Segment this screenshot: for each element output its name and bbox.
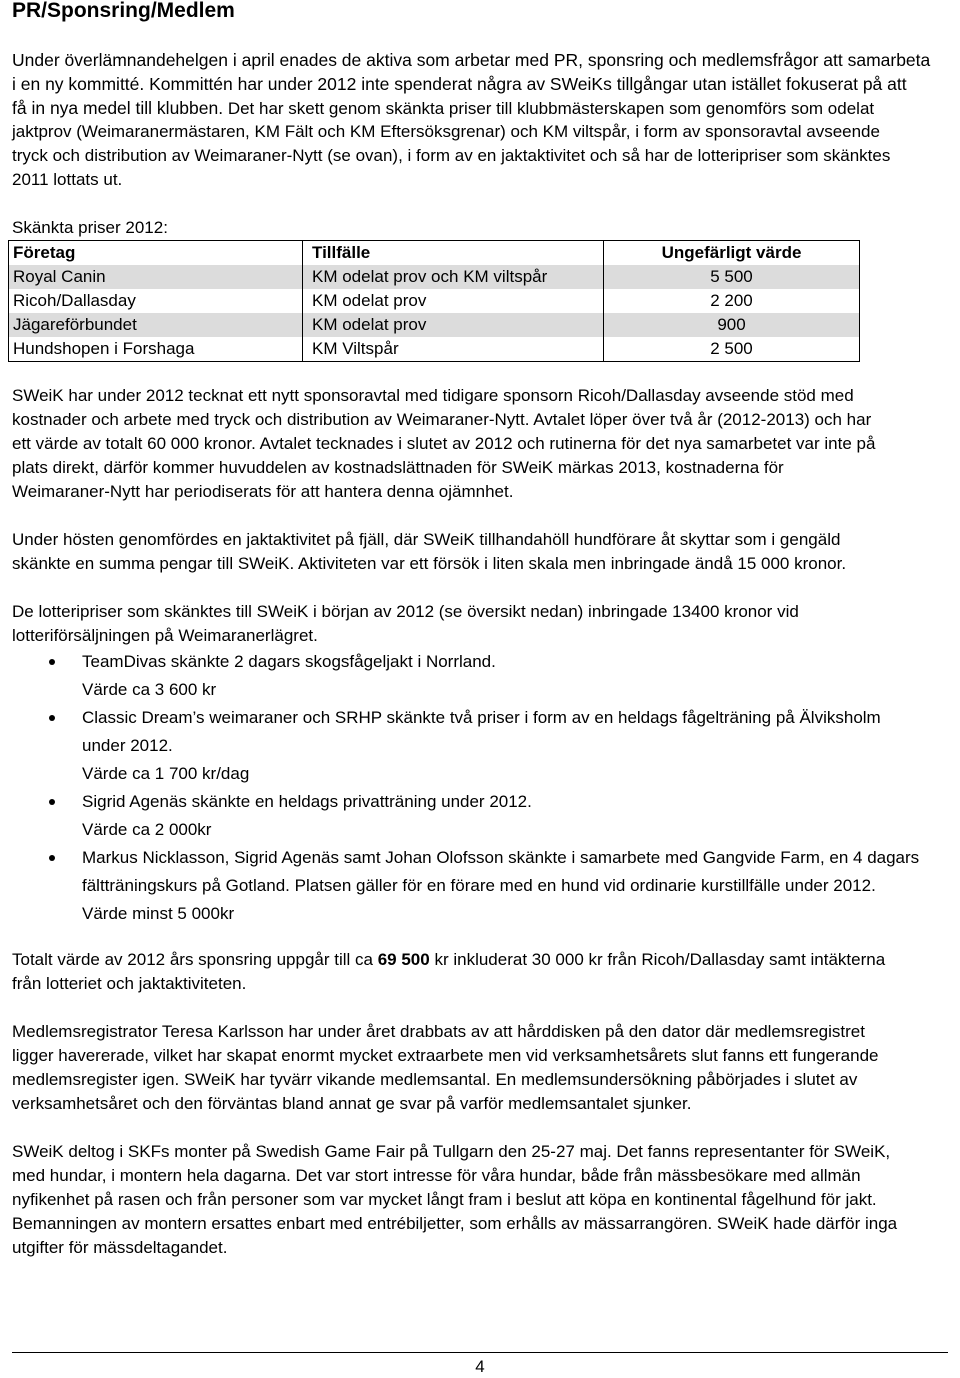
table-cell: Ricoh/Dallasday [9,289,303,313]
text-line: De lotteripriser som skänktes till SWeiK i början av 2012 (se översikt nedan) inbringade 13400 kronor vid [12,602,799,621]
membership-paragraph [12,1020,948,1116]
text-line [12,948,948,972]
total-paragraph [12,948,948,996]
text-line: ett värde av totalt 60 000 kronor. Avtalet tecknades i slutet av 2012 och rutinerna för det nya samarbetet var inte på [12,434,876,453]
text-line: fältträningskurs på Gotland. Platsen gäller för en förare med en hund vid ordinarie kurstillfälle under 2012. [82,876,876,895]
text-line: Weimaraner-Nytt har periodiserats för att hantera denna ojämnhet. [12,482,514,501]
list-item [0,788,948,844]
text-segment: Totalt värde av 2012 års sponsring uppgår till ca [12,950,373,969]
sponsor-agreement-paragraph [12,384,948,504]
text-segment: få in nya medel till klubben. [12,98,224,118]
table-cell: 5 500 [604,265,860,289]
intro-paragraph [12,48,948,192]
text-line [12,96,948,120]
text-line: medlemsregister igen. SWeiK har tyvärr vikande medlemsantal. En medlemsundersökning påbörjades i slutet av [12,1070,858,1089]
lottery-paragraph [12,600,948,648]
bullet-icon [49,659,55,665]
text-line: från lotteriet och jaktaktiviteten. [12,974,247,993]
text-line: verksamhetsåret och den förväntas bland annat ge svar på varför medlemsantalet sjunker. [12,1094,692,1113]
prizes-heading [12,216,948,240]
text-line: Värde minst 5 000kr [82,904,235,923]
table-header-cell: Ungefärligt värde [604,241,860,266]
table-cell: KM odelat prov och KM viltspår [303,265,604,289]
text-line: plats direkt, därför kommer huvuddelen av kostnadslättnaden för SWeiK märkas 2013, kostnaderna för [12,458,784,477]
list-item [0,648,948,704]
text-line: kostnader och arbete med tryck och distribution av Weimaraner-Nytt. Avtalet löper över två år (2012-2013) och har [12,410,872,429]
table-cell: KM odelat prov [303,289,604,313]
text-line: tryck och distribution av Weimaraner-Nytt (se ovan), i form av en jaktaktivitet och så har de lotteripriser som skänktes [12,146,891,165]
text-line: TeamDivas skänkte 2 dagars skogsfågeljakt i Norrland. [82,652,496,671]
text-line: Bemanningen av montern ersattes enbart med entrébiljetter, som erhålls av mässarrangören. SWeiK hade därför inga [12,1214,898,1233]
table-cell: Jägareförbundet [9,313,303,337]
table-header-row [9,241,860,266]
table-row [9,313,860,337]
text-line: Classic Dream’s weimaraner och SRHP skänkte två priser i form av en heldags fågelträning på Älviksholm [82,708,881,727]
text-line: utgifter för mässdeltagandet. [12,1238,228,1257]
table-cell: Royal Canin [9,265,303,289]
total-amount: 69 500 [377,950,430,969]
table-cell: KM odelat prov [303,313,604,337]
text-line: Markus Nicklasson, Sigrid Agenäs samt Johan Olofsson skänkte i samarbete med Gangvide Farm, en 4 dagars [82,848,920,867]
footer-rule [12,1352,948,1353]
game-fair-paragraph [12,1140,948,1260]
text-line: Sigrid Agenäs skänkte en heldags privatträning under 2012. [82,792,532,811]
text-line: under 2012. [82,736,173,755]
text-line: Värde ca 2 000kr [82,820,212,839]
table-row [9,337,860,362]
table-header-cell: Tillfälle [303,241,604,266]
table-cell: 2 200 [604,289,860,313]
prizes-table [8,240,860,362]
bullet-icon [49,799,55,805]
text-segment: kr inkluderat 30 000 kr från Ricoh/Dallasday samt intäkterna [434,950,886,969]
text-line: Värde ca 3 600 kr [82,680,217,699]
text-line: Medlemsregistrator Teresa Karlsson har under året drabbats av att hårddisken på den dator där medlemsregistret [12,1022,865,1041]
text-line: med hundar, i montern hela dagarna. Det var stort intresse för våra hundar, både från mässbesökare med allmän [12,1166,861,1185]
table-cell: 2 500 [604,337,860,362]
table-cell: 900 [604,313,860,337]
text-line: 2011 lottats ut. [12,170,123,189]
text-line: nyfikenhet på rasen och från personer som var mycket långt fram i beslut att köpa en kontinental fågelhund för jakt. [12,1190,877,1209]
page-title: PR/Sponsring/Medlem [12,0,235,22]
page-number: 4 [475,1357,485,1376]
text-line: jaktprov (Weimaranermästaren, KM Fält och KM Eftersöksgrenar) och KM viltspår, i form av sponsoravtal avseende [12,122,880,141]
list-item [0,844,948,928]
text-line: SWeiK deltog i SKFs monter på Swedish Game Fair på Tullgarn den 25-27 maj. Det fanns representanter för SWeiK, [12,1142,891,1161]
text-line: Under hösten genomfördes en jaktaktivitet på fjäll, där SWeiK tillhandahöll hundförare åt skyttar som i gengäld [12,530,841,549]
table-row [9,265,860,289]
table-header-cell: Företag [9,241,303,266]
lottery-prizes-list [0,648,948,928]
text-line: SWeiK har under 2012 tecknat ett nytt sponsoravtal med tidigare sponsorn Ricoh/Dallasday avseende stöd med [12,386,854,405]
text-line: Värde ca 1 700 kr/dag [82,764,250,783]
text-line: ligger havererade, vilket har skapat enormt mycket extraarbete men vid verksamhetsårets slut fanns ett fungerande [12,1046,879,1065]
text-line: skänkte en summa pengar till SWeiK. Aktiviteten var ett försök i liten skala men inbringade ändå 15 000 kronor. [12,554,847,573]
table-cell: Hundshopen i Forshaga [9,337,303,362]
table-cell: KM Viltspår [303,337,604,362]
bullet-icon [49,715,55,721]
text-line: Skänkta priser 2012: [12,218,168,237]
hunting-activity-paragraph [12,528,948,576]
text-line: i en ny kommitté. Kommittén har under 2012 inte spenderat några av SWeiKs tillgångar utan istället fokuserat på att [12,74,907,94]
bullet-icon [49,855,55,861]
list-item [0,704,948,788]
table-row [9,289,860,313]
text-line: lotteriförsäljningen på Weimaranerlägret. [12,626,318,645]
text-segment: Det har skett genom skänkta priser till klubbmästerskapen som genomförs som odelat [227,99,875,118]
text-line: Under överlämnandehelgen i april enades de aktiva som arbetar med PR, sponsring och medlemsfrågor att samarbeta [12,50,931,70]
